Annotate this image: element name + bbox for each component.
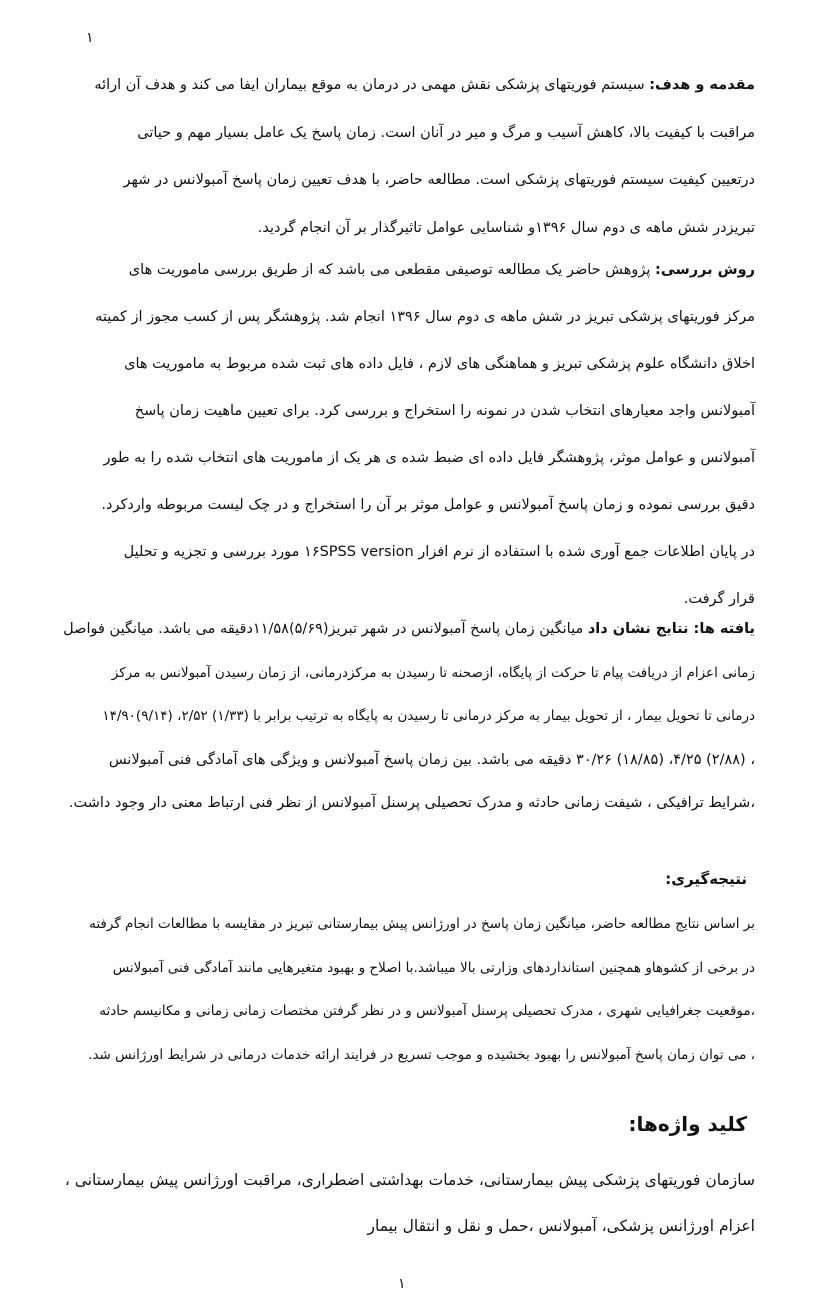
results-line-3: درمانی تا تحویل بیمار ، از تحویل بیمار به مرکز درمانی تا رسیدن به پایگاه به ترتیب برابر با (۱/۳۳) ۲/۵۲، (۹/۱۴)۱۴/۹۰ bbox=[102, 708, 755, 724]
conclusion-heading: نتیجه‌گیری: bbox=[665, 870, 747, 888]
conclusion-line-4: ، می توان زمان پاسخ آمبولانس را بهبود بخشیده و موجب تسریع در فرایند ارائه خدمات درمانی در شرایط اورژانس شد. bbox=[88, 1046, 755, 1063]
method-line-4: آمبولانس واجد معیارهای انتخاب شدن در نمونه را استخراج و بررسی کرد. برای تعیین ماهیت زمان پاسخ bbox=[134, 403, 755, 419]
results-line-2: زمانی اعزام از دریافت پیام تا حرکت از پایگاه، ازصحنه تا رسیدن به مرکزدرمانی، از زمان رسیدن آمبولانس به مرکز bbox=[111, 664, 755, 681]
results-line-1: یافته ها: نتایج نشان داد میانگین زمان پاسخ آمبولانس در شهر تبریز(۵/۶۹)۱۱/۵۸دقیقه می باشد. میانگین فواصل bbox=[63, 621, 755, 637]
page-number-bottom: ۱ bbox=[398, 1276, 406, 1292]
keywords-heading: کلید واژه‌ها: bbox=[628, 1112, 747, 1136]
keywords-section bbox=[64, 1157, 755, 1249]
results-line-5: ،شرایط ترافیکی ، شیفت زمانی حادثه و مدرک تحصیلی پرسنل آمبولانس از نظر فنی ارتباط معنی دار وجود داشت. bbox=[68, 795, 755, 811]
method-line-5: آمبولانس و عوامل موثر، پژوهشگر فایل داده ای ضبط شده ی هر یک از ماموریت های انتخاب شده را به طور bbox=[103, 450, 755, 466]
intro-line-2: مراقبت با کیفیت بالا، کاهش آسیب و مرگ و میر در آنان است. زمان پاسخ یک عامل بسیار مهم و حیاتی bbox=[137, 124, 755, 141]
conclusion-line-3: ،موقعیت جغرافیایی شهری ، مدرک تحصیلی پرسنل آمبولانس و در نظر گرفتن مختصات زمانی زمانی و مکانیسم حادثه bbox=[99, 1003, 755, 1019]
conclusion-line-1: بر اساس نتایج مطالعه حاضر، میانگین زمان پاسخ در اورژانس پیش بیمارستانی تبریز در مقایسه با مطالعات انجام گرفته bbox=[89, 916, 755, 932]
method-line-2: مرکز فوریتهای پزشکی تبریز در شش ماهه ی دوم سال ۱۳۹۶ انجام شد. پژوهشگر پس از کسب مجوز از کمیته bbox=[95, 309, 755, 325]
method-line-8: قرار گرفت. bbox=[683, 591, 755, 607]
results-line-4: ، (۲/۸۸) ۴/۲۵، (۱۸/۸۵) ۳۰/۲۶ دقیقه می باشد. بین زمان پاسخ آمبولانس و ویژگی های آمادگی فنی آمبولانس bbox=[108, 751, 755, 768]
page-number-top: ۱ bbox=[86, 30, 94, 46]
keywords-line-1: سازمان فوریتهای پزشکی پیش بیمارستانی، خدمات بهداشتی اضطراری، مراقبت اورژانس پیش بیمارستانی ، bbox=[64, 1171, 755, 1189]
method-label: روش بررسی: bbox=[655, 262, 755, 278]
intro-line-4: تبریزدر شش ماهه ی دوم سال ۱۳۹۶و شناسایی عوامل تاثیرگذار بر آن انجام گردید. bbox=[257, 219, 755, 236]
results-section bbox=[63, 608, 755, 826]
results-label: یافته ها: نتایج نشان داد bbox=[587, 621, 755, 637]
method-line-3: اخلاق دانشگاه علوم پزشکی تبریز و هماهنگی های لازم ، فایل داده های ثبت شده مربوط به ماموریت های bbox=[124, 356, 755, 372]
intro-line-1: مقدمه و هدف: سیستم فوریتهای پزشکی نقش مهمی در درمان به موقع بیماران ایفا می کند و هدف آن ارائه bbox=[94, 77, 755, 93]
conclusion-line-2: در برخی از کشوهاو همچنین استانداردهای وزارتی بالا میباشد.با اصلاح و بهبود متغیرهایی مانند آمادگی فنی آمبولانس bbox=[112, 959, 755, 976]
keywords-line-2: اعزام اورژانس پزشکی، آمبولانس ،حمل و نقل و انتقال بیمار bbox=[367, 1217, 755, 1235]
method-section bbox=[92, 247, 755, 623]
method-line-1: روش بررسی: پژوهش حاضر یک مطالعه توصیفی مقطعی می باشد که از طریق بررسی ماموریت های bbox=[128, 262, 755, 278]
method-line-6: دقیق بررسی نموده و زمان پاسخ آمبولانس و عوامل موثر بر آن را استخراج و در چک لیست مربوطه واردکرد. bbox=[101, 497, 755, 513]
intro-label: مقدمه و هدف: bbox=[649, 77, 755, 93]
intro-section bbox=[92, 62, 755, 252]
intro-line-3: درتعیین کیفیت سیستم فوریتهای پزشکی است. مطالعه حاضر، با هدف تعیین زمان پاسخ آمبولانس در شهر bbox=[123, 172, 755, 188]
conclusion-section bbox=[88, 903, 755, 1077]
method-line-7: در پایان اطلاعات جمع آوری شده با استفاده از نرم افزار ۱۶SPSS version مورد بررسی و تجزیه و تحلیل bbox=[123, 544, 755, 560]
